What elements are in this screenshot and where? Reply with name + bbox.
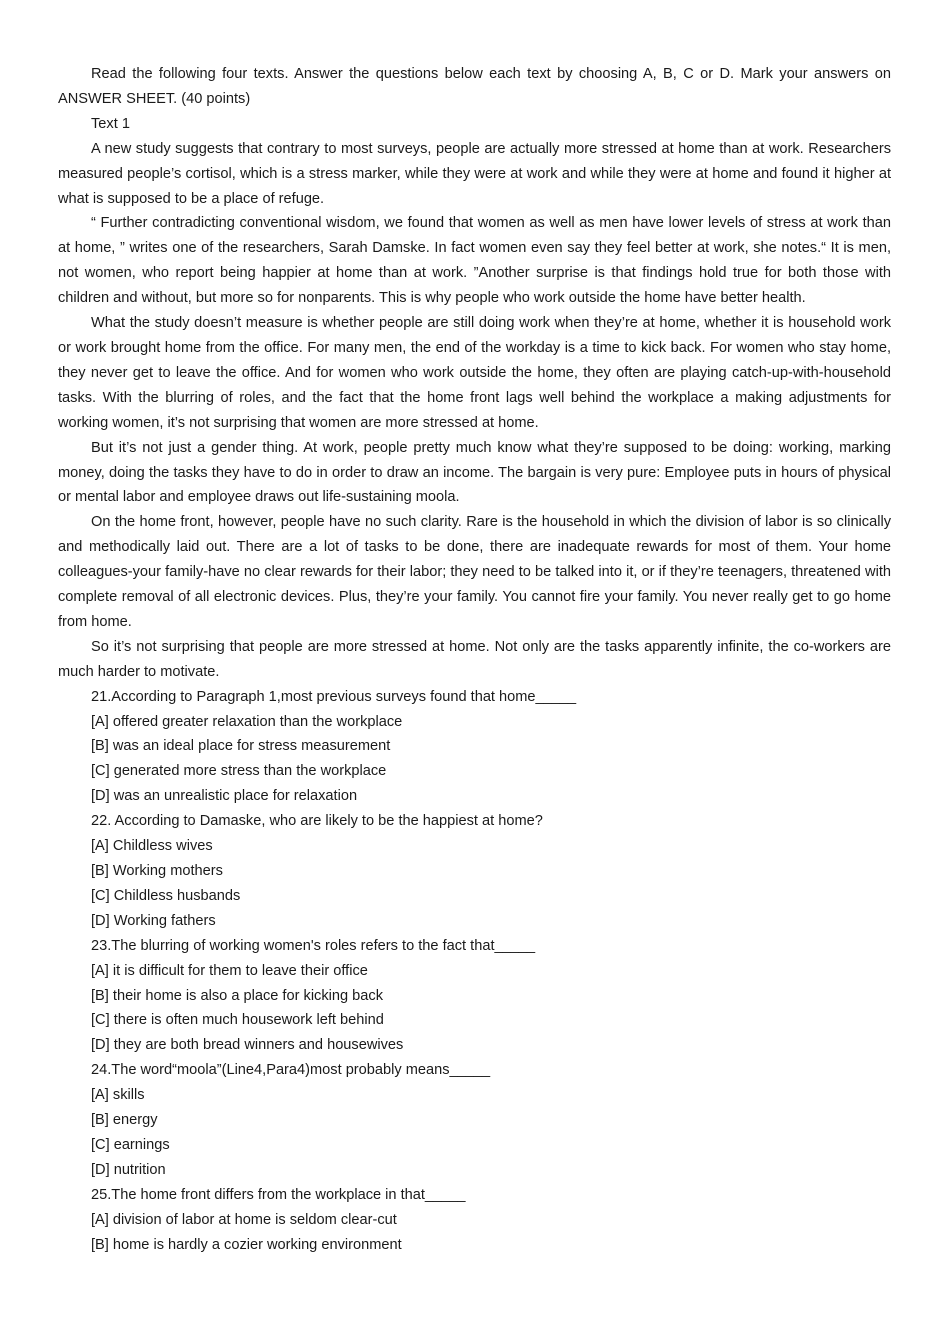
option-b: [B] their home is also a place for kicking back	[91, 987, 384, 1004]
option-a: [A] offered greater relaxation than the workplace	[91, 713, 403, 730]
question-25	[58, 1183, 891, 1258]
question-22	[58, 809, 891, 934]
document-page	[58, 62, 891, 1258]
text-title: Text 1	[91, 115, 130, 132]
paragraph-3: What the study doesn’t measure is whether people are still doing work when they’re at home, whether it is household work or work brought home from the office. For many men, the end of the workday is a time to kick back. For women who stay home, they never get to leave the office. And for women who work outside the home, they often are playing catch-up-with-household tasks. With the blurring of roles, and the fact that the home front lags well behind the workplace a making adjustments for working women, it’s not surprising that women are more stressed at home.	[58, 315, 891, 431]
option-b: [B] Working mothers	[91, 863, 223, 879]
question-stem: 21.According to Paragraph 1,most previous surveys found that home_____	[91, 688, 577, 705]
paragraph-4: But it’s not just a gender thing. At work, people pretty much know what they’re supposed to be doing: working, marking money, doing the tasks they have to do in order to draw an income. The bargain is very pure: Employee puts in hours of physical or mental labor and employee draws out life-sustaining moola.	[58, 439, 891, 506]
option-a: [A] Childless wives	[91, 838, 213, 855]
option-c: [C] Childless husbands	[91, 887, 241, 904]
question-21	[58, 685, 891, 810]
option-d: [D] they are both bread winners and housewives	[91, 1037, 404, 1054]
instructions: Read the following four texts. Answer the questions below each text by choosing A, B, C or D. Mark your answers on ANSWER SHEET. (40 points)	[58, 66, 891, 107]
option-d: [D] was an unrealistic place for relaxation	[91, 788, 358, 805]
paragraph-5: On the home front, however, people have no such clarity. Rare is the household in which the division of labor is so clinically and methodically laid out. There are a lot of tasks to be done, there are inadequate rewards for most of them. Your home colleagues-your family-have no clear rewards for their labor; they need to be talked into it, or if they’re teenagers, threatened with complete removal of all electronic devices. Plus, they’re your family. You cannot fire your family. You never really get to go home from home.	[58, 514, 891, 630]
question-stem: 22. According to Damaske, who are likely to be the happiest at home?	[91, 813, 543, 830]
option-a: [A] division of labor at home is seldom clear-cut	[91, 1211, 397, 1228]
question-stem: 24.The word“moola”(Line4,Para4)most probably means_____	[91, 1062, 491, 1079]
option-a: [A] skills	[91, 1087, 145, 1104]
option-b: [B] home is hardly a cozier working environment	[91, 1236, 402, 1253]
paragraph-1: A new study suggests that contrary to most surveys, people are actually more stressed at home than at work. Researchers measured people’s cortisol, which is a stress marker, while they were at work and while they were at home and found it higher at what is supposed to be a place of refuge.	[58, 140, 891, 207]
option-d: [D] nutrition	[91, 1161, 166, 1178]
question-23	[58, 934, 891, 1059]
paragraph-2: “ Further contradicting conventional wisdom, we found that women as well as men have lower levels of stress at work than at home, ” writes one of the researchers, Sarah Damske. In fact women even say they feel better at work, she notes.“ It is men, not women, who report being happier at home than at work. ”Another surprise is that findings hold true for both those with children and without, but more so for nonparents. This is why people who work outside the home have better health.	[58, 215, 891, 307]
question-stem: 25.The home front differs from the workplace in that_____	[91, 1186, 466, 1203]
option-c: [C] earnings	[91, 1136, 170, 1153]
option-b: [B] energy	[91, 1112, 158, 1129]
question-24	[58, 1058, 891, 1183]
option-a: [A] it is difficult for them to leave their office	[91, 962, 368, 979]
option-d: [D] Working fathers	[91, 912, 216, 929]
paragraph-6: So it’s not surprising that people are more stressed at home. Not only are the tasks apparently infinite, the co-workers are much harder to motivate.	[58, 638, 891, 680]
option-b: [B] was an ideal place for stress measurement	[91, 738, 391, 755]
question-stem: 23.The blurring of working women's roles refers to the fact that_____	[91, 937, 536, 954]
option-c: [C] there is often much housework left behind	[91, 1012, 384, 1029]
option-c: [C] generated more stress than the workplace	[91, 763, 387, 780]
